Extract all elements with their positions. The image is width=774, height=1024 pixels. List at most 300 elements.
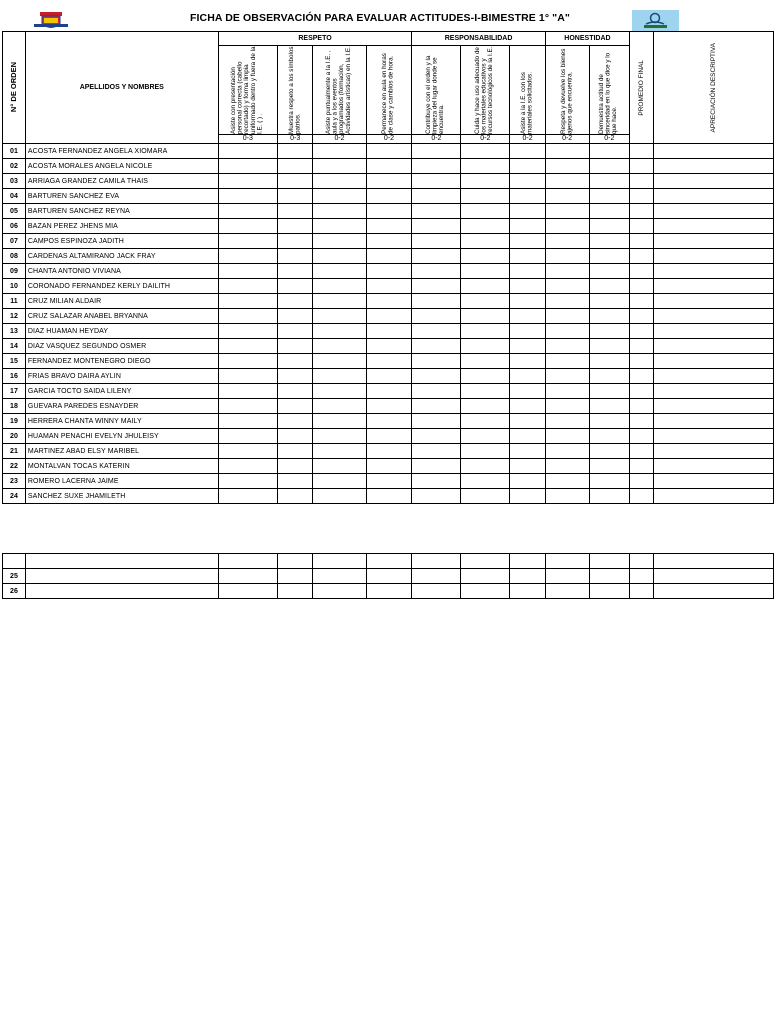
final-average-cell[interactable] bbox=[630, 279, 654, 294]
score-cell[interactable] bbox=[510, 324, 545, 339]
final-average-cell[interactable] bbox=[630, 189, 654, 204]
score-cell[interactable] bbox=[461, 369, 510, 384]
descriptive-cell[interactable] bbox=[654, 489, 774, 504]
descriptive-cell[interactable] bbox=[654, 474, 774, 489]
score-cell[interactable] bbox=[545, 489, 589, 504]
score-cell[interactable] bbox=[545, 174, 589, 189]
final-average-cell[interactable] bbox=[630, 159, 654, 174]
score-cell[interactable] bbox=[412, 159, 461, 174]
score-cell[interactable] bbox=[461, 234, 510, 249]
score-cell[interactable] bbox=[218, 174, 277, 189]
score-cell[interactable] bbox=[510, 429, 545, 444]
score-cell[interactable] bbox=[545, 429, 589, 444]
score-cell[interactable] bbox=[313, 569, 366, 584]
score-cell[interactable] bbox=[545, 294, 589, 309]
score-cell[interactable] bbox=[589, 384, 630, 399]
score-cell[interactable] bbox=[366, 474, 412, 489]
score-cell[interactable] bbox=[278, 174, 313, 189]
score-cell[interactable] bbox=[313, 384, 366, 399]
score-cell[interactable] bbox=[545, 369, 589, 384]
score-cell[interactable] bbox=[218, 309, 277, 324]
score-cell[interactable] bbox=[278, 399, 313, 414]
score-cell[interactable] bbox=[366, 399, 412, 414]
score-cell[interactable] bbox=[545, 144, 589, 159]
score-cell[interactable] bbox=[366, 234, 412, 249]
score-cell[interactable] bbox=[278, 569, 313, 584]
score-cell[interactable] bbox=[545, 189, 589, 204]
score-cell[interactable] bbox=[278, 324, 313, 339]
score-cell[interactable] bbox=[412, 554, 461, 569]
score-cell[interactable] bbox=[412, 234, 461, 249]
descriptive-cell[interactable] bbox=[654, 204, 774, 219]
score-cell[interactable] bbox=[589, 444, 630, 459]
final-average-cell[interactable] bbox=[630, 324, 654, 339]
score-cell[interactable] bbox=[461, 339, 510, 354]
score-cell[interactable] bbox=[412, 399, 461, 414]
score-cell[interactable] bbox=[589, 159, 630, 174]
score-cell[interactable] bbox=[412, 569, 461, 584]
score-cell[interactable] bbox=[218, 399, 277, 414]
score-cell[interactable] bbox=[589, 279, 630, 294]
student-name: HUAMAN PENACHI EVELYN JHULEISY bbox=[25, 429, 218, 444]
score-cell[interactable] bbox=[366, 219, 412, 234]
final-average-cell[interactable] bbox=[630, 204, 654, 219]
score-cell[interactable] bbox=[545, 569, 589, 584]
score-cell[interactable] bbox=[589, 569, 630, 584]
score-cell[interactable] bbox=[461, 159, 510, 174]
score-cell[interactable] bbox=[510, 144, 545, 159]
descriptive-cell[interactable] bbox=[654, 554, 774, 569]
score-cell[interactable] bbox=[366, 584, 412, 599]
score-cell[interactable] bbox=[366, 459, 412, 474]
score-cell[interactable] bbox=[218, 459, 277, 474]
score-cell[interactable] bbox=[218, 189, 277, 204]
score-cell[interactable] bbox=[366, 569, 412, 584]
score-cell[interactable] bbox=[278, 219, 313, 234]
score-cell[interactable] bbox=[313, 189, 366, 204]
score-cell[interactable] bbox=[589, 264, 630, 279]
score-cell[interactable] bbox=[461, 354, 510, 369]
descriptive-cell[interactable] bbox=[654, 159, 774, 174]
descriptive-cell[interactable] bbox=[654, 369, 774, 384]
score-cell[interactable] bbox=[461, 294, 510, 309]
score-cell[interactable] bbox=[461, 249, 510, 264]
score-cell[interactable] bbox=[461, 264, 510, 279]
score-cell[interactable] bbox=[278, 354, 313, 369]
score-cell[interactable] bbox=[313, 554, 366, 569]
score-cell[interactable] bbox=[461, 279, 510, 294]
final-average-cell[interactable] bbox=[630, 339, 654, 354]
score-cell[interactable] bbox=[510, 309, 545, 324]
score-cell[interactable] bbox=[313, 369, 366, 384]
score-cell[interactable] bbox=[461, 324, 510, 339]
score-cell[interactable] bbox=[313, 309, 366, 324]
score-cell[interactable] bbox=[278, 369, 313, 384]
descriptive-cell[interactable] bbox=[654, 294, 774, 309]
score-cell[interactable] bbox=[510, 369, 545, 384]
score-cell[interactable] bbox=[218, 584, 277, 599]
score-cell[interactable] bbox=[461, 399, 510, 414]
score-cell[interactable] bbox=[461, 474, 510, 489]
score-cell[interactable] bbox=[545, 354, 589, 369]
score-cell[interactable] bbox=[218, 279, 277, 294]
score-cell[interactable] bbox=[366, 444, 412, 459]
descriptive-cell[interactable] bbox=[654, 279, 774, 294]
descriptive-cell[interactable] bbox=[654, 354, 774, 369]
score-cell[interactable] bbox=[461, 569, 510, 584]
score-cell[interactable] bbox=[589, 459, 630, 474]
final-average-cell[interactable] bbox=[630, 414, 654, 429]
score-cell[interactable] bbox=[313, 219, 366, 234]
score-cell[interactable] bbox=[412, 339, 461, 354]
score-cell[interactable] bbox=[218, 204, 277, 219]
score-cell[interactable] bbox=[461, 174, 510, 189]
score-cell[interactable] bbox=[545, 459, 589, 474]
score-cell[interactable] bbox=[366, 554, 412, 569]
student-name: CHANTA ANTONIO VIVIANA bbox=[25, 264, 218, 279]
score-cell[interactable] bbox=[366, 264, 412, 279]
final-average-cell[interactable] bbox=[630, 264, 654, 279]
score-cell[interactable] bbox=[366, 339, 412, 354]
descriptive-cell[interactable] bbox=[654, 189, 774, 204]
score-cell[interactable] bbox=[218, 384, 277, 399]
score-cell[interactable] bbox=[412, 444, 461, 459]
score-cell[interactable] bbox=[510, 474, 545, 489]
score-cell[interactable] bbox=[278, 264, 313, 279]
score-cell[interactable] bbox=[313, 584, 366, 599]
score-cell[interactable] bbox=[412, 369, 461, 384]
score-cell[interactable] bbox=[461, 584, 510, 599]
score-cell[interactable] bbox=[412, 489, 461, 504]
score-cell[interactable] bbox=[545, 474, 589, 489]
score-cell[interactable] bbox=[412, 279, 461, 294]
score-cell[interactable] bbox=[412, 354, 461, 369]
score-cell[interactable] bbox=[313, 234, 366, 249]
score-cell[interactable] bbox=[510, 249, 545, 264]
score-cell[interactable] bbox=[218, 339, 277, 354]
score-cell[interactable] bbox=[412, 474, 461, 489]
score-cell[interactable] bbox=[366, 324, 412, 339]
score-cell[interactable] bbox=[366, 144, 412, 159]
score-cell[interactable] bbox=[218, 429, 277, 444]
score-cell[interactable] bbox=[313, 429, 366, 444]
score-cell[interactable] bbox=[589, 324, 630, 339]
score-cell[interactable] bbox=[218, 489, 277, 504]
score-cell[interactable] bbox=[366, 249, 412, 264]
score-cell[interactable] bbox=[412, 294, 461, 309]
score-cell[interactable] bbox=[510, 569, 545, 584]
descriptive-cell[interactable] bbox=[654, 324, 774, 339]
score-cell[interactable] bbox=[313, 174, 366, 189]
score-cell[interactable] bbox=[510, 554, 545, 569]
final-average-cell[interactable] bbox=[630, 369, 654, 384]
score-cell[interactable] bbox=[412, 219, 461, 234]
score-cell[interactable] bbox=[589, 554, 630, 569]
score-cell[interactable] bbox=[545, 584, 589, 599]
final-average-cell[interactable] bbox=[630, 554, 654, 569]
score-cell[interactable] bbox=[545, 399, 589, 414]
score-cell[interactable] bbox=[510, 444, 545, 459]
score-cell[interactable] bbox=[313, 444, 366, 459]
score-cell[interactable] bbox=[218, 569, 277, 584]
score-cell[interactable] bbox=[589, 144, 630, 159]
score-cell[interactable] bbox=[366, 489, 412, 504]
score-cell[interactable] bbox=[510, 339, 545, 354]
descriptive-cell[interactable] bbox=[654, 569, 774, 584]
score-cell[interactable] bbox=[218, 144, 277, 159]
score-cell[interactable] bbox=[412, 249, 461, 264]
score-cell[interactable] bbox=[313, 204, 366, 219]
descriptive-cell[interactable] bbox=[654, 174, 774, 189]
score-cell[interactable] bbox=[589, 414, 630, 429]
score-cell[interactable] bbox=[366, 279, 412, 294]
score-cell[interactable] bbox=[510, 174, 545, 189]
final-average-cell[interactable] bbox=[630, 489, 654, 504]
score-cell[interactable] bbox=[218, 234, 277, 249]
score-cell[interactable] bbox=[589, 489, 630, 504]
score-cell[interactable] bbox=[313, 249, 366, 264]
score-cell[interactable] bbox=[589, 354, 630, 369]
score-cell[interactable] bbox=[510, 399, 545, 414]
score-cell[interactable] bbox=[313, 339, 366, 354]
score-cell[interactable] bbox=[589, 369, 630, 384]
score-cell[interactable] bbox=[545, 279, 589, 294]
score-cell[interactable] bbox=[278, 489, 313, 504]
score-cell[interactable] bbox=[313, 279, 366, 294]
score-cell[interactable] bbox=[510, 219, 545, 234]
score-cell[interactable] bbox=[589, 339, 630, 354]
score-cell[interactable] bbox=[589, 474, 630, 489]
score-cell[interactable] bbox=[366, 354, 412, 369]
score-cell[interactable] bbox=[366, 159, 412, 174]
final-average-cell[interactable] bbox=[630, 584, 654, 599]
score-cell[interactable] bbox=[412, 309, 461, 324]
score-cell[interactable] bbox=[461, 459, 510, 474]
score-cell[interactable] bbox=[313, 324, 366, 339]
score-cell[interactable] bbox=[366, 384, 412, 399]
score-cell[interactable] bbox=[412, 584, 461, 599]
score-cell[interactable] bbox=[278, 309, 313, 324]
score-cell[interactable] bbox=[278, 444, 313, 459]
score-cell[interactable] bbox=[510, 414, 545, 429]
score-cell[interactable] bbox=[313, 144, 366, 159]
descriptive-cell[interactable] bbox=[654, 249, 774, 264]
score-cell[interactable] bbox=[278, 294, 313, 309]
score-cell[interactable] bbox=[366, 204, 412, 219]
score-cell[interactable] bbox=[313, 489, 366, 504]
score-cell[interactable] bbox=[510, 294, 545, 309]
final-average-cell[interactable] bbox=[630, 294, 654, 309]
score-cell[interactable] bbox=[278, 474, 313, 489]
score-cell[interactable] bbox=[313, 264, 366, 279]
score-cell[interactable] bbox=[510, 279, 545, 294]
score-cell[interactable] bbox=[461, 144, 510, 159]
final-average-cell[interactable] bbox=[630, 174, 654, 189]
descriptive-cell[interactable] bbox=[654, 399, 774, 414]
score-cell[interactable] bbox=[461, 204, 510, 219]
score-cell[interactable] bbox=[461, 309, 510, 324]
descriptive-cell[interactable] bbox=[654, 339, 774, 354]
score-cell[interactable] bbox=[510, 264, 545, 279]
descriptive-cell[interactable] bbox=[654, 309, 774, 324]
score-cell[interactable] bbox=[545, 159, 589, 174]
score-cell[interactable] bbox=[313, 459, 366, 474]
score-cell[interactable] bbox=[589, 219, 630, 234]
score-cell[interactable] bbox=[278, 144, 313, 159]
descriptive-cell[interactable] bbox=[654, 459, 774, 474]
score-cell[interactable] bbox=[510, 159, 545, 174]
score-cell[interactable] bbox=[589, 174, 630, 189]
score-cell[interactable] bbox=[545, 264, 589, 279]
score-cell[interactable] bbox=[278, 189, 313, 204]
score-cell[interactable] bbox=[278, 384, 313, 399]
score-cell[interactable] bbox=[545, 339, 589, 354]
score-cell[interactable] bbox=[545, 554, 589, 569]
score-cell[interactable] bbox=[366, 174, 412, 189]
descriptive-cell[interactable] bbox=[654, 384, 774, 399]
score-cell[interactable] bbox=[461, 414, 510, 429]
score-cell[interactable] bbox=[218, 369, 277, 384]
descriptive-cell[interactable] bbox=[654, 264, 774, 279]
final-average-cell[interactable] bbox=[630, 569, 654, 584]
score-cell[interactable] bbox=[313, 354, 366, 369]
score-cell[interactable] bbox=[412, 174, 461, 189]
score-cell[interactable] bbox=[545, 309, 589, 324]
score-cell[interactable] bbox=[218, 219, 277, 234]
final-average-cell[interactable] bbox=[630, 249, 654, 264]
score-cell[interactable] bbox=[545, 219, 589, 234]
score-cell[interactable] bbox=[218, 554, 277, 569]
score-cell[interactable] bbox=[510, 204, 545, 219]
score-cell[interactable] bbox=[589, 294, 630, 309]
final-average-cell[interactable] bbox=[630, 219, 654, 234]
score-cell[interactable] bbox=[313, 159, 366, 174]
score-cell[interactable] bbox=[218, 264, 277, 279]
score-cell[interactable] bbox=[278, 554, 313, 569]
score-cell[interactable] bbox=[412, 204, 461, 219]
score-cell[interactable] bbox=[278, 204, 313, 219]
descriptive-cell[interactable] bbox=[654, 144, 774, 159]
score-cell[interactable] bbox=[218, 444, 277, 459]
score-cell[interactable] bbox=[589, 189, 630, 204]
score-cell[interactable] bbox=[218, 414, 277, 429]
score-cell[interactable] bbox=[461, 444, 510, 459]
score-cell[interactable] bbox=[589, 584, 630, 599]
score-cell[interactable] bbox=[412, 384, 461, 399]
score-cell[interactable] bbox=[278, 234, 313, 249]
score-cell[interactable] bbox=[366, 309, 412, 324]
score-cell[interactable] bbox=[589, 309, 630, 324]
descriptive-cell[interactable] bbox=[654, 429, 774, 444]
score-cell[interactable] bbox=[589, 204, 630, 219]
score-cell[interactable] bbox=[545, 249, 589, 264]
score-cell[interactable] bbox=[461, 489, 510, 504]
score-cell[interactable] bbox=[412, 264, 461, 279]
score-cell[interactable] bbox=[412, 189, 461, 204]
score-cell[interactable] bbox=[545, 384, 589, 399]
score-cell[interactable] bbox=[461, 429, 510, 444]
score-cell[interactable] bbox=[412, 144, 461, 159]
score-cell[interactable] bbox=[510, 189, 545, 204]
score-cell[interactable] bbox=[278, 339, 313, 354]
final-average-cell[interactable] bbox=[630, 399, 654, 414]
score-cell[interactable] bbox=[278, 584, 313, 599]
score-cell[interactable] bbox=[412, 429, 461, 444]
score-cell[interactable] bbox=[218, 474, 277, 489]
score-cell[interactable] bbox=[510, 234, 545, 249]
score-cell[interactable] bbox=[412, 324, 461, 339]
descriptive-cell[interactable] bbox=[654, 584, 774, 599]
score-cell[interactable] bbox=[313, 399, 366, 414]
score-cell[interactable] bbox=[278, 459, 313, 474]
descriptive-cell[interactable] bbox=[654, 219, 774, 234]
score-cell[interactable] bbox=[218, 324, 277, 339]
score-cell[interactable] bbox=[218, 354, 277, 369]
score-cell[interactable] bbox=[366, 414, 412, 429]
score-cell[interactable] bbox=[412, 459, 461, 474]
descriptive-cell[interactable] bbox=[654, 234, 774, 249]
score-cell[interactable] bbox=[545, 444, 589, 459]
score-cell[interactable] bbox=[461, 554, 510, 569]
score-cell[interactable] bbox=[366, 429, 412, 444]
score-cell[interactable] bbox=[510, 584, 545, 599]
score-cell[interactable] bbox=[461, 189, 510, 204]
score-cell[interactable] bbox=[278, 279, 313, 294]
score-cell[interactable] bbox=[313, 414, 366, 429]
descriptive-cell[interactable] bbox=[654, 414, 774, 429]
final-average-cell[interactable] bbox=[630, 474, 654, 489]
score-cell[interactable] bbox=[412, 414, 461, 429]
final-average-cell[interactable] bbox=[630, 144, 654, 159]
attitude-table bbox=[2, 31, 774, 504]
score-cell[interactable] bbox=[510, 459, 545, 474]
score-cell[interactable] bbox=[545, 324, 589, 339]
score-cell[interactable] bbox=[589, 234, 630, 249]
score-cell[interactable] bbox=[278, 429, 313, 444]
score-cell[interactable] bbox=[589, 399, 630, 414]
final-average-cell[interactable] bbox=[630, 384, 654, 399]
score-cell[interactable] bbox=[218, 159, 277, 174]
score-cell[interactable] bbox=[366, 294, 412, 309]
score-cell[interactable] bbox=[278, 414, 313, 429]
score-cell[interactable] bbox=[510, 489, 545, 504]
final-average-cell[interactable] bbox=[630, 234, 654, 249]
score-cell[interactable] bbox=[218, 249, 277, 264]
score-cell[interactable] bbox=[278, 159, 313, 174]
score-cell[interactable] bbox=[278, 249, 313, 264]
score-cell[interactable] bbox=[545, 204, 589, 219]
score-cell[interactable] bbox=[461, 219, 510, 234]
final-average-cell[interactable] bbox=[630, 459, 654, 474]
score-cell[interactable] bbox=[313, 294, 366, 309]
score-cell[interactable] bbox=[313, 474, 366, 489]
final-average-cell[interactable] bbox=[630, 354, 654, 369]
score-cell[interactable] bbox=[545, 234, 589, 249]
score-cell[interactable] bbox=[461, 384, 510, 399]
score-cell[interactable] bbox=[589, 249, 630, 264]
score-cell[interactable] bbox=[510, 384, 545, 399]
final-average-cell[interactable] bbox=[630, 309, 654, 324]
score-cell[interactable] bbox=[510, 354, 545, 369]
score-cell[interactable] bbox=[589, 429, 630, 444]
descriptive-cell[interactable] bbox=[654, 444, 774, 459]
score-cell[interactable] bbox=[366, 369, 412, 384]
score-cell[interactable] bbox=[218, 294, 277, 309]
final-average-cell[interactable] bbox=[630, 444, 654, 459]
final-average-cell[interactable] bbox=[630, 429, 654, 444]
score-cell[interactable] bbox=[366, 189, 412, 204]
score-cell[interactable] bbox=[545, 414, 589, 429]
